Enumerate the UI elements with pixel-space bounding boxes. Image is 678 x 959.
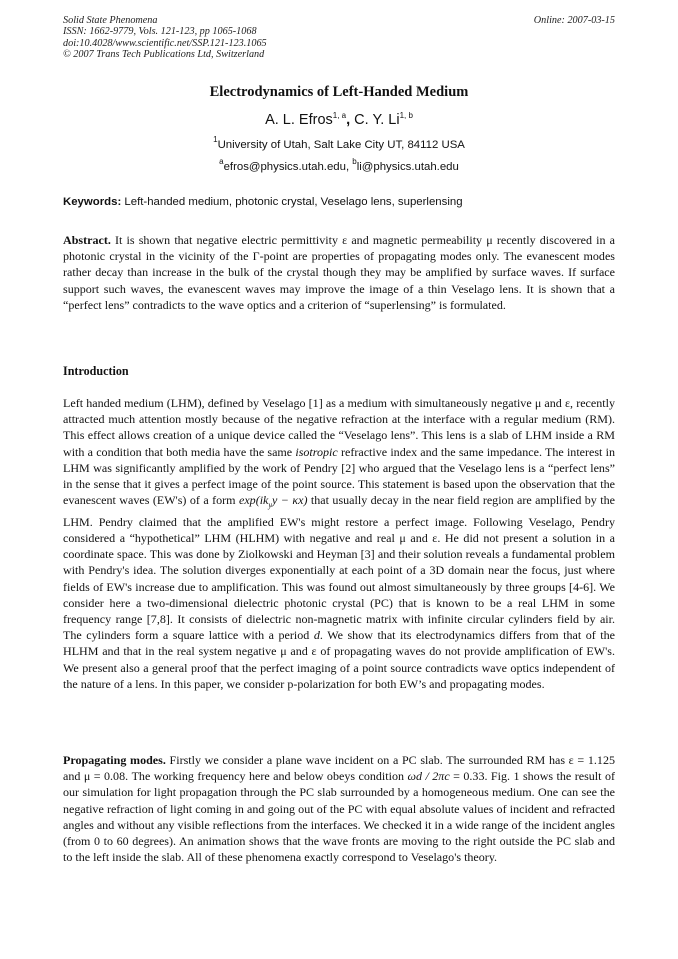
affiliation-text: University of Utah, Salt Lake City UT, 84112 USA: [217, 139, 465, 151]
propagating-text-1: Firstly we consider a plane wave incident on a PC slab. The surrounded RM has ε = 1.125 and μ = 0.08. The working frequency here and below obeys condition: [63, 753, 615, 784]
email-li: li@physics.utah.edu: [356, 161, 459, 173]
email-line: [0, 157, 678, 173]
intro-formula: exp(ik: [238, 493, 269, 508]
intro-formula-end: y − κx): [271, 493, 308, 508]
propagating-modes-paragraph: [63, 752, 615, 865]
abstract-text: It is shown that negative electric permittivity ε and magnetic permeability μ recently discovered in a photonic crystal in the vicinity of the Γ-point are properties of propagating modes only. The evanescent modes rather decay than increase in the bulk of the crystal though they may be amplified by surface waves. If surface support such waves, the evanescent waves may improve the image of a thin Veselago lens. It is shown that a “perfect lens” contradicts to the wave optics and a criterion of “superlensing” is formulated.: [63, 233, 615, 312]
author-separator: ,: [346, 112, 355, 128]
intro-text-1: Left handed medium (LHM), defined by Veselago [1] as a medium with simultaneously negative μ and ε, recently attracted much attention mostly because of the negative refraction at the interface with a regular medium (RM). This effect allows creation of a unique device called the “Veselago lens”. This lens is a slab of LHM inside a RM with a condition that both media have the same: [63, 396, 615, 459]
intro-text-2: refractive index and the same impedance. The interest in LHM was significantly amplified by the work of Pendry [2] who argued that the Veselago lens is a “perfect lens” in the sense that it gives a perfect image of the point source. This statement is based upon the observation that the evanescent waves (EW's) of a form: [63, 444, 615, 508]
email-b-sup: b: [352, 157, 357, 166]
journal-copyright: © 2007 Trans Tech Publications Ltd, Switzerland: [63, 49, 265, 61]
email-efros: efros@physics.utah.edu,: [223, 161, 353, 173]
keywords-label: Keywords:: [63, 196, 122, 208]
intro-text-4: . We show that its electrodynamics differs from that of the HLHM and that in the real system negative μ and ε of propagating waves do not provide amplification of EW's. We present also a general proof that the perfect imaging of a point source contradicts wave optics independent of the nature of a lens. In this paper, we consider p-polarization for both EW’s and propagating modes.: [63, 628, 615, 691]
author-efros-sup: 1, a: [332, 111, 347, 120]
propagating-text-2: = 0.33. Fig. 1 shows the result of our simulation for light propagation through the PC slab surrounded by a homogeneous medium. One can see the negative refraction of light coming in and going out of the PC with equal absolute values of incident and refracted angles and without any visible reflections from the interfaces. We checked it in a wide range of the incident angles (from 0 to 60 degrees). An animation shows that the wave fronts are moving to the right outside the PC slab and to the left inside the slab. All of these phenomena exactly correspond to Veselago's theory.: [63, 769, 615, 865]
keywords: [63, 196, 615, 208]
email-a-sup: a: [219, 157, 224, 166]
section-heading-introduction: Introduction: [63, 364, 129, 378]
journal-header: [63, 15, 615, 61]
intro-italic-d: d: [313, 628, 320, 643]
propagating-modes-label: Propagating modes.: [63, 753, 166, 767]
author-efros: A. L. Efros: [265, 112, 333, 128]
keywords-text: Left-handed medium, photonic crystal, Veselago lens, superlensing: [121, 196, 463, 208]
author-li-sup: 1, b: [399, 111, 413, 120]
affiliation-sup: 1: [213, 135, 218, 144]
affiliation: [0, 135, 678, 151]
intro-text-3: that usually decay in the near field region are amplified by the LHM. Pendry claimed that the amplified EW's might restore a perfect image. Following Veselago, Pendry considered a “hypothetical” LHM (HLHM) with negative and real μ and ε. He did not present a solution in a coordinate space. This was done by Ziolkowski and Heyman [3] and their solution reveals a fundamental problem with Pendry's idea. The solution diverges exponentially at each point of a 3D domain near the focus, just where fields of EW's increase due to amplification. This was found out almost simultaneously by three groups [4-6]. We consider here a two-dimensional dielectric photonic crystal (PC) that is known to be a real LHM in some frequency range [7,8]. It consists of dielectric non-magnetic matrix with infinite circular cylinders field by air. The cylinders form a square lattice with a period: [63, 493, 615, 643]
journal-name: Solid State Phenomena: [63, 15, 158, 26]
abstract-paragraph: [63, 232, 615, 313]
journal-doi: doi:10.4028/www.scientific.net/SSP.121-123.1065: [63, 37, 267, 49]
propagating-formula: ωd / 2πc: [407, 769, 450, 784]
online-date: Online: 2007-03-15: [533, 15, 615, 26]
author-li: C. Y. Li: [354, 112, 400, 128]
abstract-label: Abstract.: [63, 233, 111, 247]
author-line: [0, 112, 678, 128]
introduction-paragraph: [63, 395, 615, 692]
journal-issn: ISSN: 1662-9779, Vols. 121-123, pp 1065-1068: [63, 26, 257, 38]
intro-formula-sub: y: [268, 500, 272, 510]
intro-italic-isotropic: isotropic: [295, 444, 338, 459]
paper-title: Electrodynamics of Left-Handed Medium: [209, 84, 469, 100]
